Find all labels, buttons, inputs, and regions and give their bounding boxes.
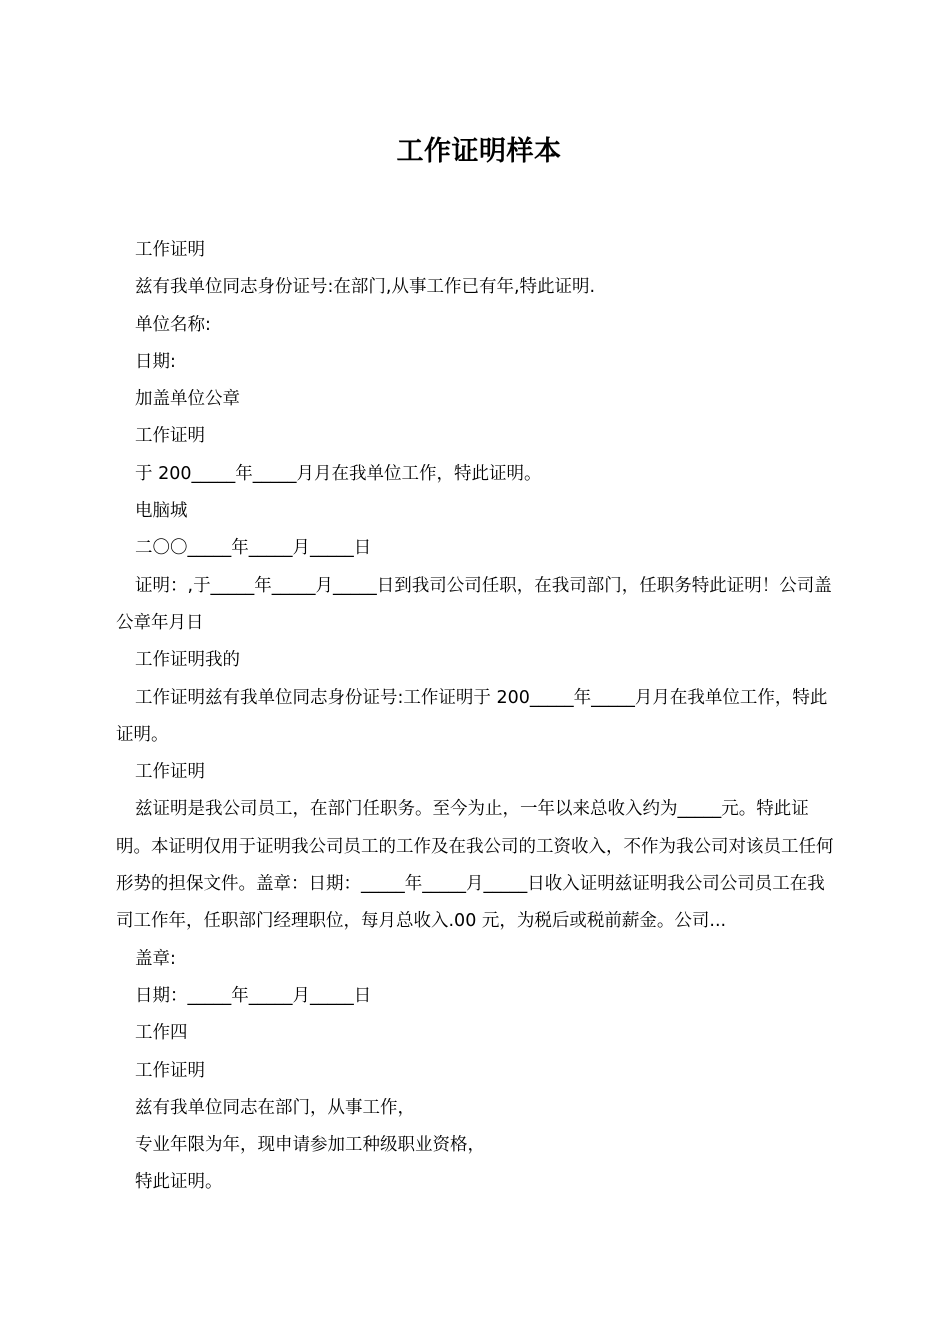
paragraph: 加盖单位公章: [135, 389, 240, 410]
paragraph: 证明：,于_____年_____月_____日到我司公司任职，在我司部门，任职务特此证明！公司盖公章年月日: [116, 575, 832, 633]
paragraph: 工作证明我的: [135, 650, 240, 671]
document-title: 工作证明样本: [396, 136, 562, 167]
paragraph: 兹证明是我公司员工，在部门任职务。至今为止，一年以来总收入约为_____元。特此证明。本证明仅用于证明我公司员工的工作及在我公司的工资收入，不作为我公司对该员工任何形势的担保文件。盖章：日期：_____年_____月_____日收入证明兹证明我公司公司员工在我司工作年，任职部门经理职位，每月总收入.00 元，为税后或税前薪金。公司...: [116, 799, 834, 932]
paragraph: 专业年限为年，现申请参加工种级职业资格，: [135, 1135, 485, 1156]
paragraph: 单位名称:: [135, 314, 211, 335]
document-body: [116, 232, 842, 1202]
paragraph: 日期：_____年_____月_____日: [135, 985, 372, 1006]
paragraph: 兹有我单位同志在部门，从事工作，: [135, 1097, 415, 1118]
paragraph: 工作证明: [135, 762, 205, 783]
paragraph: 工作证明: [135, 426, 205, 447]
paragraph: 二〇〇_____年_____月_____日: [135, 538, 372, 559]
paragraph: 电脑城: [135, 501, 188, 522]
paragraph: 盖章:: [135, 948, 176, 969]
paragraph: 工作证明: [135, 240, 205, 260]
paragraph: 日期:: [135, 351, 176, 372]
paragraph: 工作证明: [135, 1060, 205, 1081]
paragraph: 特此证明。: [135, 1172, 223, 1193]
paragraph: 兹有我单位同志身份证号:在部门,从事工作已有年,特此证明.: [135, 277, 596, 298]
paragraph: 于 200_____年_____月月在我单位工作，特此证明。: [135, 463, 542, 484]
paragraph: 工作四: [135, 1023, 188, 1044]
paragraph: 工作证明兹有我单位同志身份证号:工作证明于 200_____年_____月月在我单位工作，特此证明。: [116, 687, 828, 745]
